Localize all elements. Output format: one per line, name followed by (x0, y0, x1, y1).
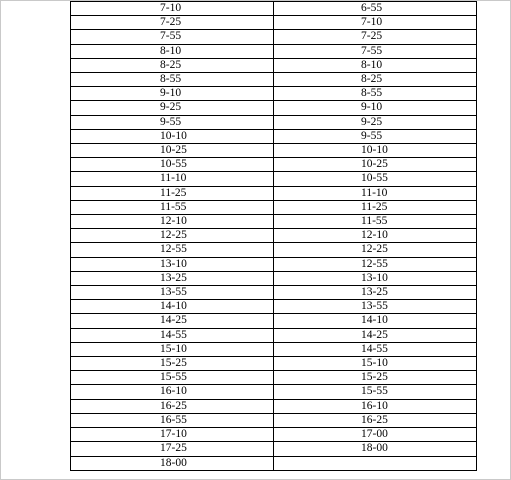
time-cell-right: 15-25 (274, 371, 477, 385)
time-cell-right: 7-25 (274, 30, 477, 44)
time-cell-right: 12-55 (274, 257, 477, 271)
time-cell-right: 9-55 (274, 129, 477, 143)
time-cell-right: 18-00 (274, 442, 477, 456)
table-row (71, 172, 477, 186)
timetable (70, 1, 477, 471)
time-cell-right: 12-10 (274, 229, 477, 243)
time-cell-left: 15-25 (71, 357, 274, 371)
table-row (71, 357, 477, 371)
time-cell-left: 11-10 (71, 172, 274, 186)
time-cell-left: 9-25 (71, 101, 274, 115)
time-cell-left: 10-55 (71, 158, 274, 172)
time-cell-left: 16-10 (71, 385, 274, 399)
time-cell-right: 8-25 (274, 73, 477, 87)
table-row (71, 200, 477, 214)
time-cell-left: 8-10 (71, 44, 274, 58)
time-cell-right: 9-10 (274, 101, 477, 115)
time-cell-right: 14-55 (274, 342, 477, 356)
table-row (71, 229, 477, 243)
table-row (71, 385, 477, 399)
time-cell-right: 10-10 (274, 144, 477, 158)
table-row (71, 186, 477, 200)
time-cell-left: 15-55 (71, 371, 274, 385)
table-row (71, 399, 477, 413)
time-cell-left: 16-25 (71, 399, 274, 413)
time-cell-right: 10-55 (274, 172, 477, 186)
time-cell-left: 12-55 (71, 243, 274, 257)
time-cell-left: 13-25 (71, 271, 274, 285)
time-cell-left: 7-25 (71, 16, 274, 30)
table-row (71, 243, 477, 257)
time-cell-right: 17-00 (274, 428, 477, 442)
time-cell-left: 18-00 (71, 456, 274, 470)
table-row (71, 300, 477, 314)
time-cell-right: 11-10 (274, 186, 477, 200)
time-cell-left: 17-25 (71, 442, 274, 456)
table-row (71, 2, 477, 16)
table-row (71, 271, 477, 285)
table-row (71, 87, 477, 101)
table-row (71, 144, 477, 158)
time-cell-right: 13-10 (274, 271, 477, 285)
time-cell-left: 8-55 (71, 73, 274, 87)
time-cell-left: 11-25 (71, 186, 274, 200)
time-cell-right: 16-10 (274, 399, 477, 413)
table-row (71, 428, 477, 442)
table-row (71, 44, 477, 58)
table-row (71, 257, 477, 271)
table-row (71, 456, 477, 470)
time-cell-right: 16-25 (274, 413, 477, 427)
time-cell-left: 14-10 (71, 300, 274, 314)
table-row (71, 73, 477, 87)
time-cell-left: 12-25 (71, 229, 274, 243)
table-row (71, 314, 477, 328)
table-row (71, 342, 477, 356)
time-cell-left: 9-55 (71, 115, 274, 129)
timetable-body (71, 2, 477, 471)
time-cell-left: 10-25 (71, 144, 274, 158)
time-cell-left: 10-10 (71, 129, 274, 143)
time-cell-left: 8-25 (71, 58, 274, 72)
time-cell-left: 7-10 (71, 2, 274, 16)
time-cell-right: 11-55 (274, 215, 477, 229)
time-cell-left: 11-55 (71, 200, 274, 214)
time-cell-right: 7-55 (274, 44, 477, 58)
table-row (71, 328, 477, 342)
time-cell-right: 10-25 (274, 158, 477, 172)
time-cell-right: 11-25 (274, 200, 477, 214)
time-cell-left: 16-55 (71, 413, 274, 427)
table-row (71, 442, 477, 456)
table-row (71, 58, 477, 72)
time-cell-right: 9-25 (274, 115, 477, 129)
table-row (71, 215, 477, 229)
table-row (71, 371, 477, 385)
time-cell-right: 14-25 (274, 328, 477, 342)
time-cell-right: 7-10 (274, 16, 477, 30)
time-cell-left: 12-10 (71, 215, 274, 229)
time-cell-right (274, 456, 477, 470)
time-cell-right: 15-55 (274, 385, 477, 399)
time-cell-left: 9-10 (71, 87, 274, 101)
time-cell-right: 13-25 (274, 286, 477, 300)
time-cell-right: 12-25 (274, 243, 477, 257)
time-cell-left: 17-10 (71, 428, 274, 442)
time-cell-right: 6-55 (274, 2, 477, 16)
time-cell-right: 15-10 (274, 357, 477, 371)
time-cell-left: 7-55 (71, 30, 274, 44)
time-cell-right: 14-10 (274, 314, 477, 328)
table-row (71, 286, 477, 300)
table-row (71, 129, 477, 143)
time-cell-left: 13-10 (71, 257, 274, 271)
time-cell-left: 13-55 (71, 286, 274, 300)
time-cell-left: 14-25 (71, 314, 274, 328)
time-cell-right: 8-10 (274, 58, 477, 72)
table-row (71, 158, 477, 172)
table-row (71, 16, 477, 30)
time-cell-left: 14-55 (71, 328, 274, 342)
time-cell-left: 15-10 (71, 342, 274, 356)
table-row (71, 115, 477, 129)
table-row (71, 30, 477, 44)
time-cell-right: 13-55 (274, 300, 477, 314)
time-cell-right: 8-55 (274, 87, 477, 101)
table-row (71, 413, 477, 427)
table-row (71, 101, 477, 115)
